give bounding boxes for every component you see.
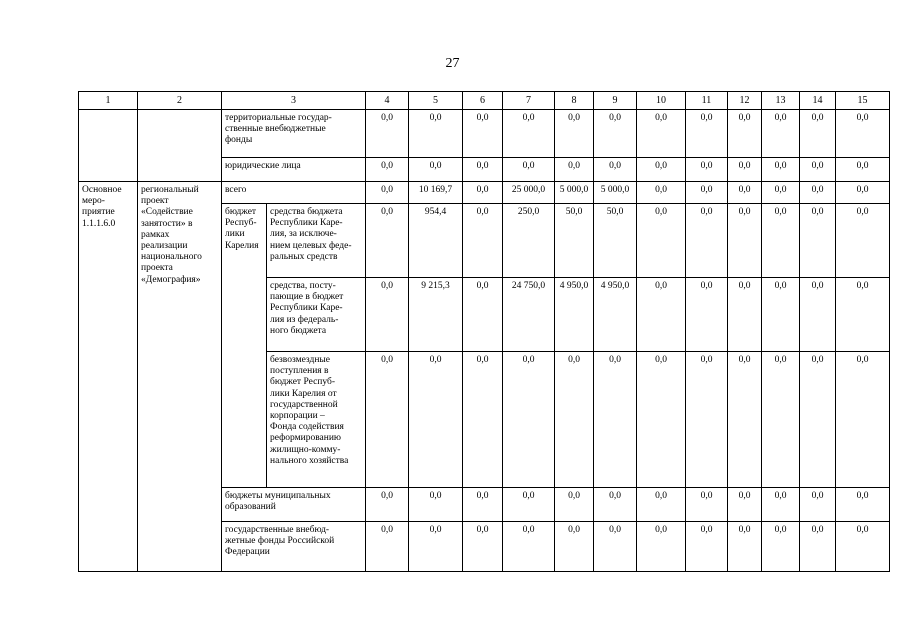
table-row xyxy=(79,110,890,158)
source-label-cell: всего xyxy=(222,182,366,204)
column-header: 1 xyxy=(79,92,138,110)
value-cell: 0,0 xyxy=(762,158,800,182)
value-cell: 0,0 xyxy=(686,488,728,522)
value-cell: 0,0 xyxy=(503,352,555,488)
value-cell: 0,0 xyxy=(594,158,637,182)
value-cell: 0,0 xyxy=(555,352,594,488)
column-header: 6 xyxy=(463,92,503,110)
value-cell: 0,0 xyxy=(762,522,800,572)
value-cell: 0,0 xyxy=(463,204,503,278)
project-name-cell: региональный проект «Содействие занятости» в рамках реализации национального проекта «Демография» xyxy=(138,182,222,572)
value-cell: 0,0 xyxy=(762,352,800,488)
value-cell: 0,0 xyxy=(594,522,637,572)
column-header: 5 xyxy=(409,92,463,110)
column-header: 2 xyxy=(138,92,222,110)
value-cell: 0,0 xyxy=(686,182,728,204)
value-cell: 0,0 xyxy=(836,522,890,572)
value-cell: 0,0 xyxy=(762,182,800,204)
value-cell: 0,0 xyxy=(762,204,800,278)
budget-group-cell: бюджет Респуб- лики Карелия xyxy=(222,204,267,488)
column-header: 12 xyxy=(728,92,762,110)
value-cell: 0,0 xyxy=(800,488,836,522)
value-cell: 0,0 xyxy=(555,488,594,522)
value-cell: 50,0 xyxy=(555,204,594,278)
source-label-cell: государственные внебюд- жетные фонды Российской Федерации xyxy=(222,522,366,572)
value-cell: 0,0 xyxy=(366,182,409,204)
value-cell: 0,0 xyxy=(409,522,463,572)
value-cell: 0,0 xyxy=(728,182,762,204)
value-cell: 0,0 xyxy=(463,352,503,488)
column-header: 15 xyxy=(836,92,890,110)
column-header: 4 xyxy=(366,92,409,110)
column-header: 10 xyxy=(637,92,686,110)
value-cell: 0,0 xyxy=(637,522,686,572)
value-cell: 0,0 xyxy=(503,110,555,158)
project-cell-empty xyxy=(138,110,222,182)
column-header: 14 xyxy=(800,92,836,110)
column-header: 11 xyxy=(686,92,728,110)
value-cell: 4 950,0 xyxy=(555,278,594,352)
value-cell: 0,0 xyxy=(409,158,463,182)
value-cell: 0,0 xyxy=(463,158,503,182)
value-cell: 0,0 xyxy=(836,204,890,278)
value-cell: 0,0 xyxy=(637,110,686,158)
value-cell: 0,0 xyxy=(686,110,728,158)
value-cell: 0,0 xyxy=(594,110,637,158)
source-label-cell: средства бюджета Республики Каре- лия, за исключе- нием целевых феде- ральных средств xyxy=(267,204,366,278)
value-cell: 0,0 xyxy=(366,278,409,352)
value-cell: 0,0 xyxy=(800,182,836,204)
value-cell: 954,4 xyxy=(409,204,463,278)
value-cell: 0,0 xyxy=(366,522,409,572)
value-cell: 0,0 xyxy=(409,110,463,158)
value-cell: 0,0 xyxy=(686,522,728,572)
value-cell: 0,0 xyxy=(463,488,503,522)
value-cell: 0,0 xyxy=(728,204,762,278)
value-cell: 0,0 xyxy=(686,158,728,182)
value-cell: 0,0 xyxy=(836,278,890,352)
value-cell: 0,0 xyxy=(463,110,503,158)
column-header: 13 xyxy=(762,92,800,110)
value-cell: 0,0 xyxy=(594,352,637,488)
value-cell: 50,0 xyxy=(594,204,637,278)
value-cell: 250,0 xyxy=(503,204,555,278)
value-cell: 0,0 xyxy=(463,182,503,204)
value-cell: 0,0 xyxy=(637,204,686,278)
table-header-row xyxy=(79,92,890,110)
source-label-cell: территориальные государ- ственные внебюджетные фонды xyxy=(222,110,366,158)
value-cell: 0,0 xyxy=(637,182,686,204)
value-cell: 0,0 xyxy=(366,488,409,522)
value-cell: 0,0 xyxy=(800,278,836,352)
value-cell: 0,0 xyxy=(686,278,728,352)
value-cell: 0,0 xyxy=(728,110,762,158)
source-label-cell: юридические лица xyxy=(222,158,366,182)
value-cell: 0,0 xyxy=(800,204,836,278)
column-header: 3 xyxy=(222,92,366,110)
value-cell: 0,0 xyxy=(686,204,728,278)
value-cell: 0,0 xyxy=(836,182,890,204)
value-cell: 0,0 xyxy=(762,278,800,352)
value-cell: 9 215,3 xyxy=(409,278,463,352)
value-cell: 0,0 xyxy=(637,488,686,522)
value-cell: 0,0 xyxy=(594,488,637,522)
value-cell: 0,0 xyxy=(800,352,836,488)
value-cell: 0,0 xyxy=(366,158,409,182)
value-cell: 0,0 xyxy=(800,110,836,158)
page-number: 27 xyxy=(445,56,460,71)
table-row xyxy=(79,182,890,204)
value-cell: 0,0 xyxy=(637,278,686,352)
value-cell: 4 950,0 xyxy=(594,278,637,352)
value-cell: 0,0 xyxy=(366,352,409,488)
source-label-cell: бюджеты муниципальных образований xyxy=(222,488,366,522)
value-cell: 0,0 xyxy=(503,522,555,572)
value-cell: 0,0 xyxy=(503,488,555,522)
value-cell: 0,0 xyxy=(836,352,890,488)
value-cell: 0,0 xyxy=(728,278,762,352)
value-cell: 0,0 xyxy=(800,522,836,572)
value-cell: 0,0 xyxy=(555,158,594,182)
value-cell: 0,0 xyxy=(409,488,463,522)
value-cell: 0,0 xyxy=(463,522,503,572)
value-cell: 0,0 xyxy=(637,352,686,488)
value-cell: 24 750,0 xyxy=(503,278,555,352)
source-label-cell: средства, посту- пающие в бюджет Республики Каре- лия из федераль- ного бюджета xyxy=(267,278,366,352)
value-cell: 0,0 xyxy=(728,488,762,522)
value-cell: 0,0 xyxy=(800,158,836,182)
value-cell: 0,0 xyxy=(503,158,555,182)
value-cell: 5 000,0 xyxy=(555,182,594,204)
event-cell-empty xyxy=(79,110,138,182)
value-cell: 0,0 xyxy=(836,488,890,522)
column-header: 7 xyxy=(503,92,555,110)
budget-table xyxy=(78,91,890,572)
value-cell: 0,0 xyxy=(555,110,594,158)
event-name-cell: Основное меро- приятие 1.1.1.6.0 xyxy=(79,182,138,572)
value-cell: 0,0 xyxy=(409,352,463,488)
value-cell: 0,0 xyxy=(366,110,409,158)
column-header: 8 xyxy=(555,92,594,110)
value-cell: 0,0 xyxy=(728,522,762,572)
value-cell: 25 000,0 xyxy=(503,182,555,204)
value-cell: 0,0 xyxy=(836,158,890,182)
column-header: 9 xyxy=(594,92,637,110)
value-cell: 0,0 xyxy=(686,352,728,488)
value-cell: 0,0 xyxy=(836,110,890,158)
source-label-cell: безвозмездные поступления в бюджет Респуб- лики Карелия от государственной корпорации – Фонда содействия реформированию жилищно-комму- нального хозяйства xyxy=(267,352,366,488)
value-cell: 0,0 xyxy=(762,110,800,158)
value-cell: 10 169,7 xyxy=(409,182,463,204)
value-cell: 0,0 xyxy=(555,522,594,572)
value-cell: 0,0 xyxy=(762,488,800,522)
value-cell: 0,0 xyxy=(463,278,503,352)
value-cell: 0,0 xyxy=(637,158,686,182)
value-cell: 0,0 xyxy=(728,158,762,182)
table-body xyxy=(79,92,890,572)
value-cell: 0,0 xyxy=(366,204,409,278)
value-cell: 5 000,0 xyxy=(594,182,637,204)
value-cell: 0,0 xyxy=(728,352,762,488)
